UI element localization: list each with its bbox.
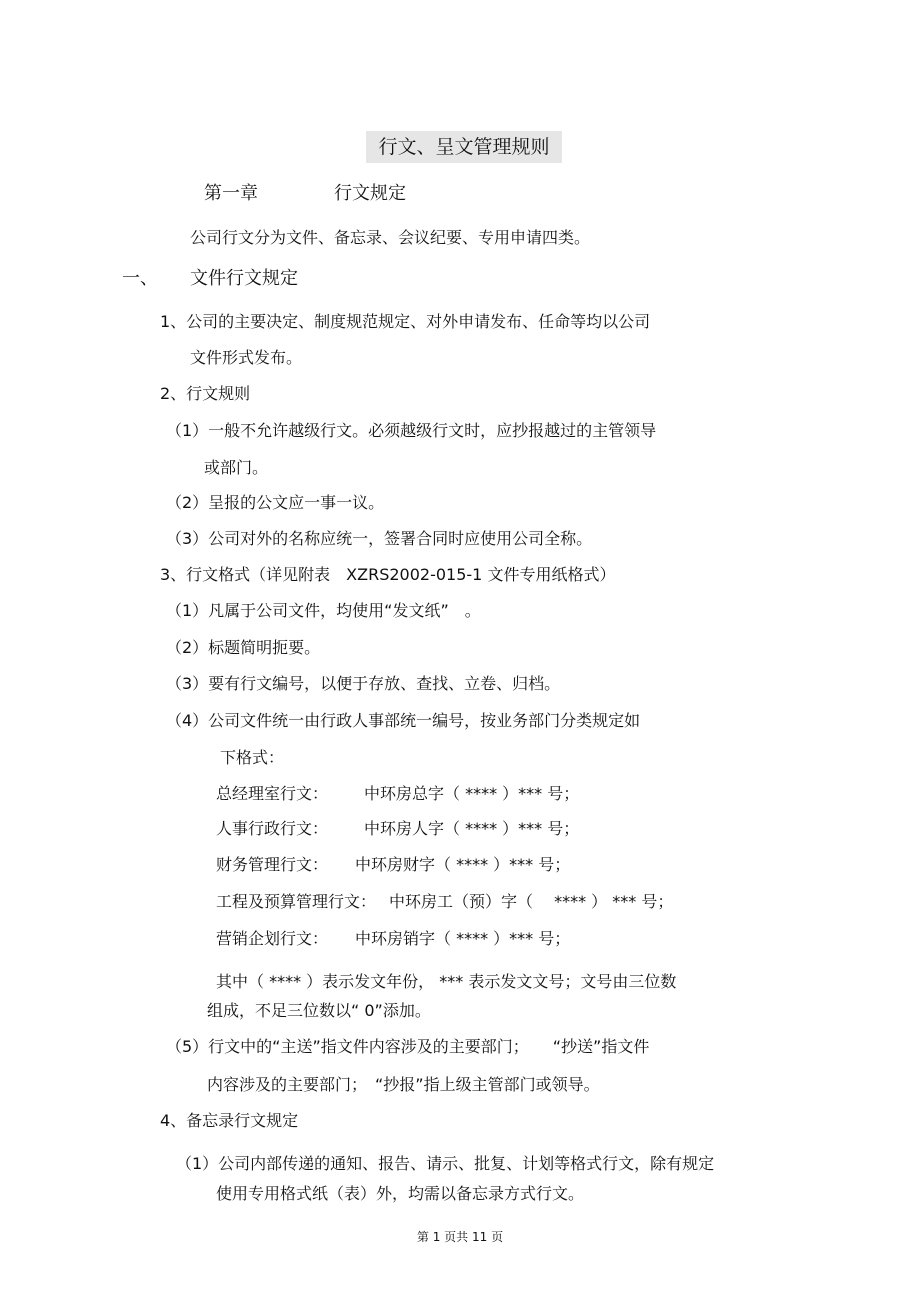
format-code: 中环房总字（ **** ）*** 号； — [364, 784, 580, 803]
item-3-3: （3）要有行文编号，以便于存放、查找、立卷、归档。 — [166, 674, 561, 693]
note-line-2: 组成，不足三位数以“ 0”添加。 — [207, 1001, 431, 1020]
item-4-1-line-1: （1）公司内部传递的通知、报告、请示、批复、计划等格式行文，除有规定 — [176, 1154, 715, 1173]
format-code: 中环房财字（ **** ）*** 号； — [355, 855, 571, 874]
item-2-2: （2）呈报的公文应一事一议。 — [166, 493, 385, 512]
section-title: 文件行文规定 — [190, 268, 298, 289]
item-1-line-2: 文件形式发布。 — [190, 348, 303, 367]
format-code: 中环房人字（ **** ）*** 号； — [364, 819, 580, 838]
intro-text: 公司行文分为文件、备忘录、会议纪要、专用申请四类。 — [190, 228, 591, 247]
item-3: 3、行文格式（详见附表 XZRS2002-015-1 文件专用纸格式） — [160, 565, 616, 584]
note-line-1: 其中（ **** ）表示发文年份， *** 表示发文文号；文号由三位数 — [216, 972, 677, 991]
item-2-1-line-1: （1）一般不允许越级行文。必须越级行文时，应抄报越过的主管领导 — [166, 421, 657, 440]
page-footer: 第 1 页共 11 页 — [416, 1230, 504, 1244]
format-code: 中环房工（预）字（ **** ） *** 号； — [389, 892, 674, 911]
item-3-5-line-1: （5）行文中的“主送”指文件内容涉及的主要部门； “抄送”指文件 — [166, 1037, 650, 1056]
format-dept: 总经理室行文： — [216, 784, 329, 803]
format-dept: 财务管理行文： — [216, 855, 329, 874]
item-2: 2、行文规则 — [160, 384, 251, 403]
chapter-number: 第一章 — [204, 183, 258, 204]
item-2-1-line-2: 或部门。 — [204, 458, 269, 477]
format-code: 中环房销字（ **** ）*** 号； — [355, 929, 571, 948]
format-dept: 工程及预算管理行文： — [216, 892, 377, 911]
item-4-1-line-2: 使用专用格式纸（表）外，均需以备忘录方式行文。 — [216, 1184, 585, 1203]
item-3-4-line-2: 下格式： — [220, 748, 285, 767]
item-3-1: （1）凡属于公司文件，均使用“发文纸” 。 — [166, 601, 481, 620]
format-dept: 营销企划行文： — [216, 929, 329, 948]
item-1-line-1: 1、公司的主要决定、制度规范规定、对外申请发布、任命等均以公司 — [160, 312, 651, 331]
item-3-5-line-2: 内容涉及的主要部门； “抄报”指上级主管部门或领导。 — [207, 1075, 600, 1094]
format-dept: 人事行政行文： — [216, 819, 329, 838]
item-3-2: （2）标题简明扼要。 — [166, 638, 321, 657]
section-number: 一、 — [122, 268, 158, 289]
item-4: 4、备忘录行文规定 — [160, 1111, 299, 1130]
chapter-name: 行文规定 — [334, 183, 406, 204]
document-title: 行文、呈文管理规则 — [366, 131, 562, 163]
item-2-3: （3）公司对外的名称应统一，签署合同时应使用公司全称。 — [166, 529, 593, 548]
item-3-4-line-1: （4）公司文件统一由行政人事部统一编号，按业务部门分类规定如 — [166, 711, 641, 730]
